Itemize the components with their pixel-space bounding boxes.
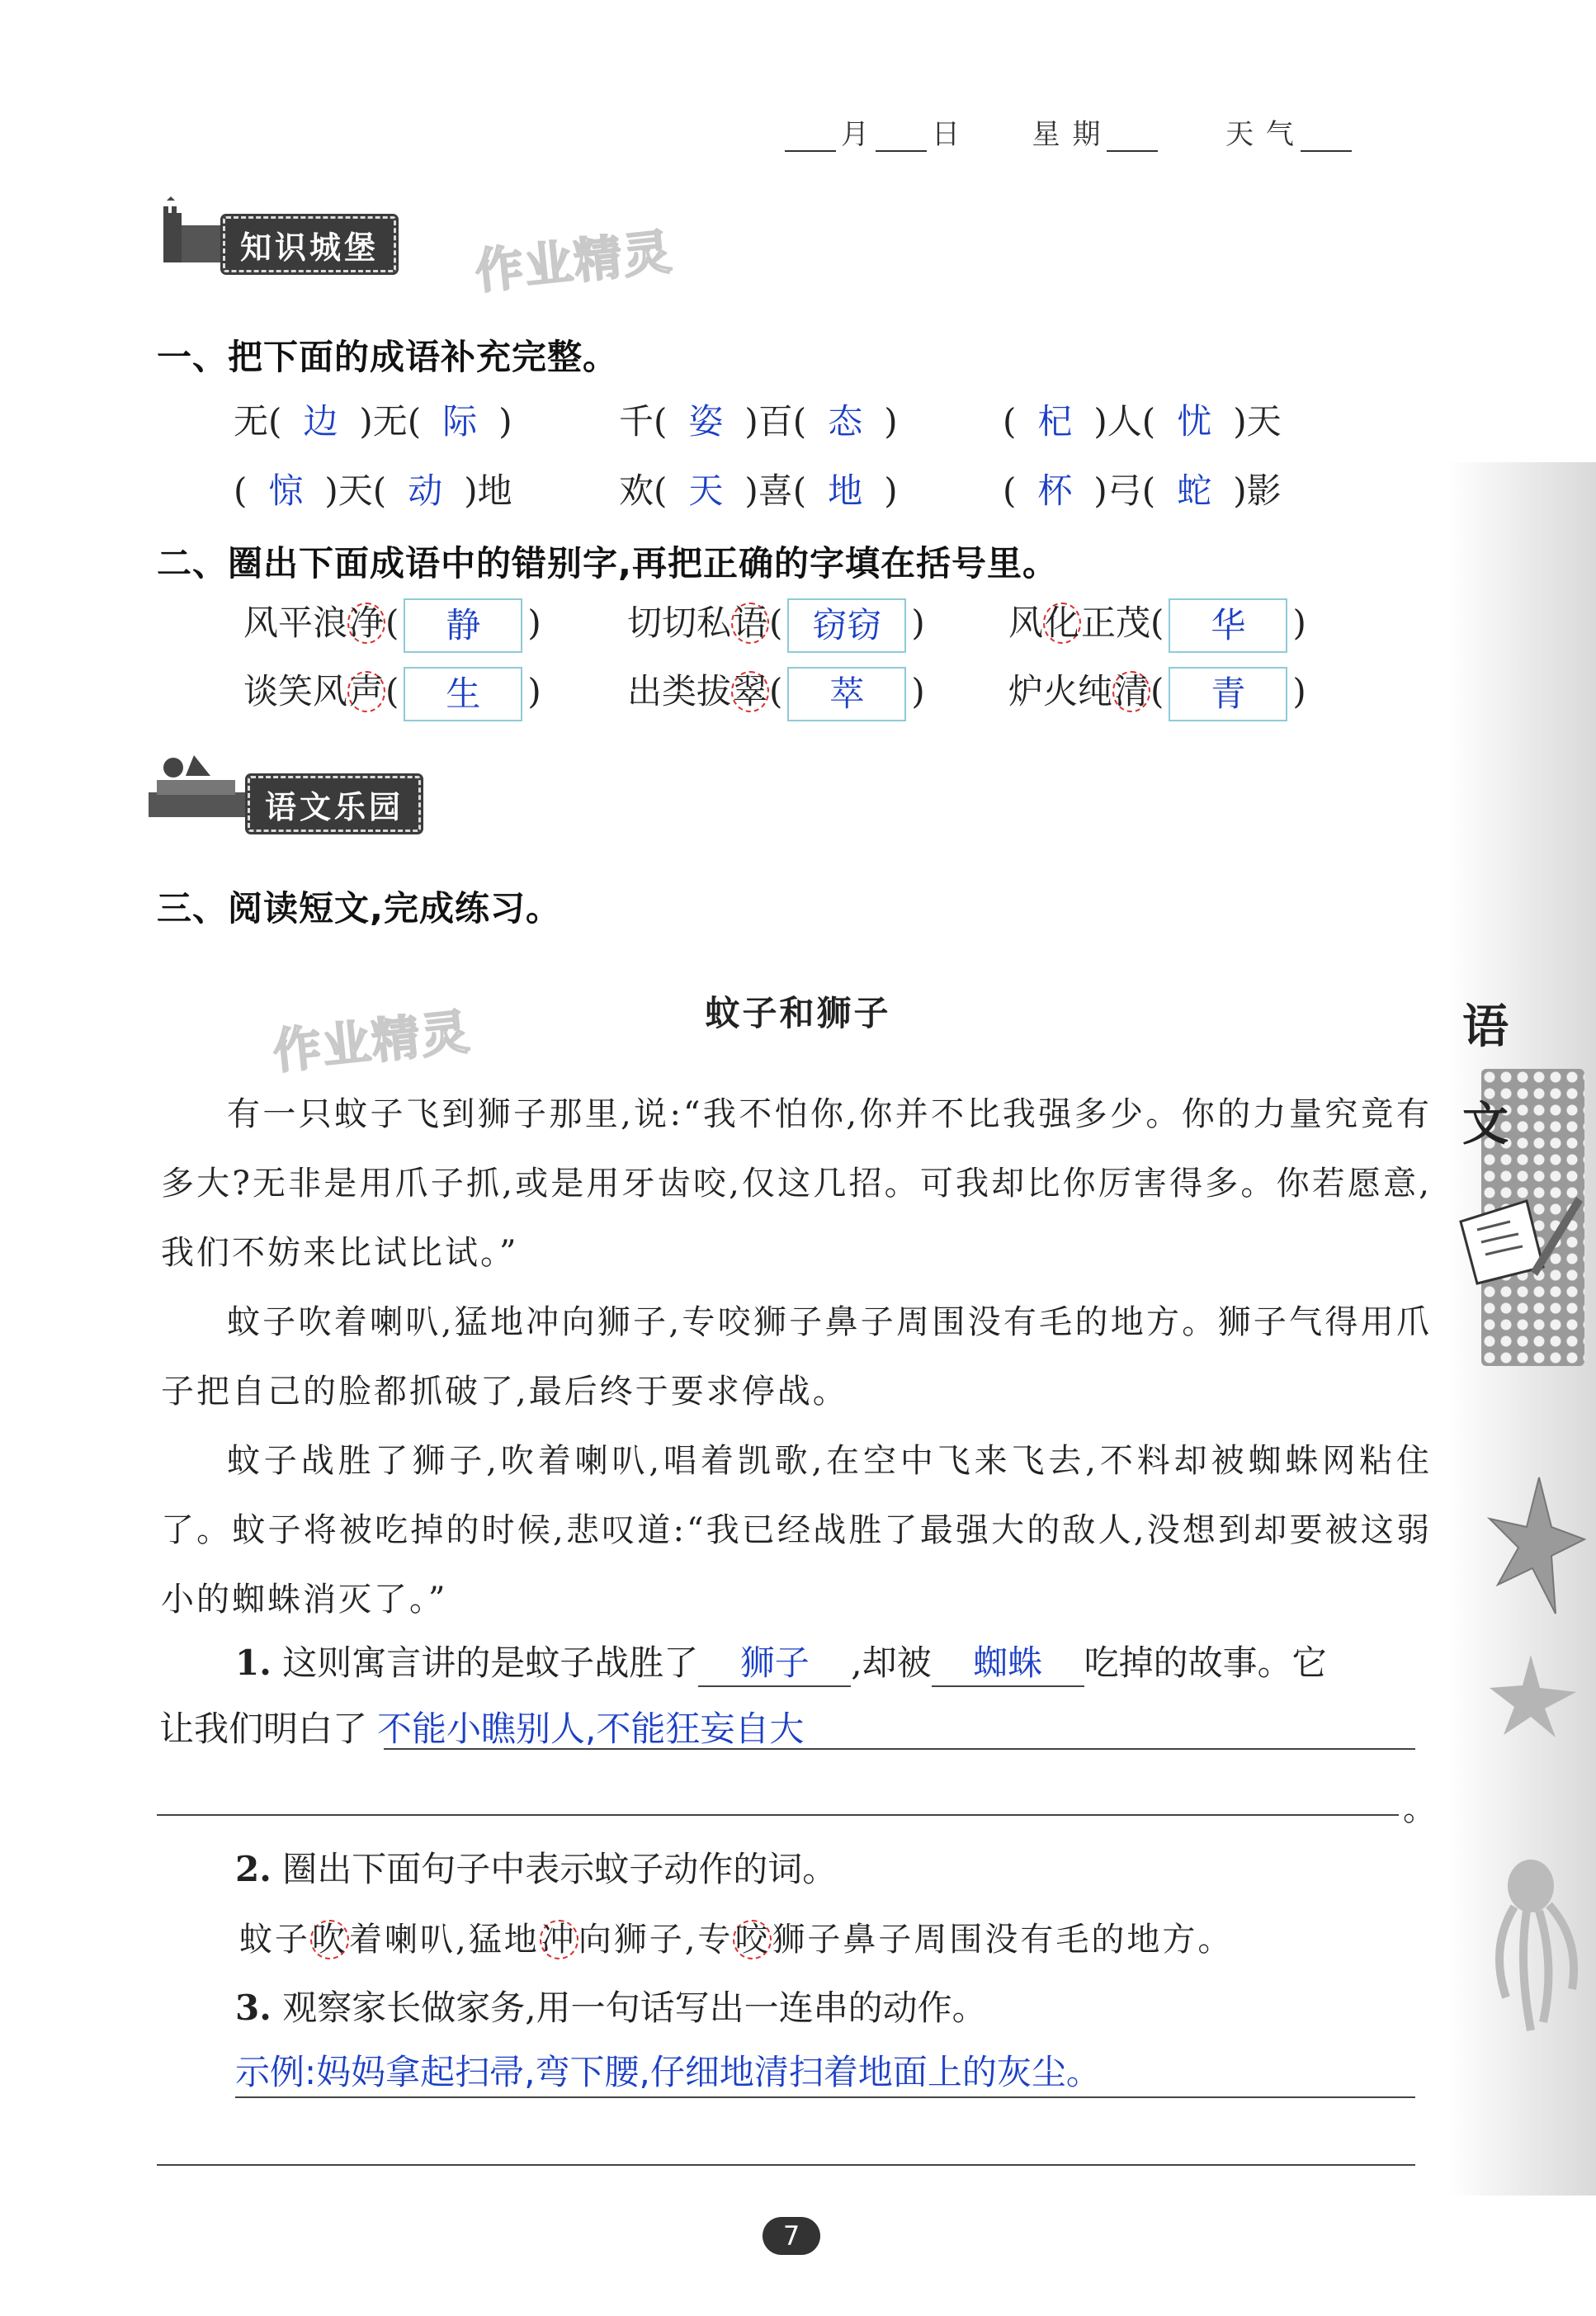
end-mark: 。 (1403, 1790, 1436, 1828)
question-3-title: 三、阅读短文,完成练习。 (157, 888, 561, 929)
section-banner-garden: 语文乐园 (248, 776, 421, 832)
date-weather-header (780, 111, 1357, 152)
watermark-2: 作业精灵 (270, 1003, 474, 1080)
story-paragraph: 有一只蚊子飞到狮子那里,说:“我不怕你,你并不比我强多少。你的力量究竟有多大?无非是用爪子抓,或是用牙齿咬,仅这几招。可我却比你厉害得多。你若愿意,我们不妨来比试比试。” (161, 1095, 1432, 1272)
weather-label: 天 气 (1225, 118, 1296, 151)
sub-question-3: 3. 观察家长做家务,用一句话写出一连串的动作。 (235, 1988, 987, 2028)
action-sentence: 蚊子吹着喇叭,猛地冲向狮子,专咬狮子鼻子周围没有毛的地方。 (239, 1921, 1234, 1959)
story-paragraph: 蚊子战胜了狮子,吹着喇叭,唱着凯歌,在空中飞来飞去,不料却被蜘蛛网粘住了。蚊子将被吃掉的时候,悲叹道:“我已经战胜了最强大的敌人,没想到却要被这弱小的蜘蛛消灭了。” (161, 1442, 1432, 1619)
day-label: 日 (932, 118, 961, 151)
sub-question-1: 1. 这则寓言讲的是蚊子战胜了 狮子 ,却被 蜘蛛 吃掉的故事。它 (235, 1636, 1327, 1687)
answer-line (157, 1814, 1399, 1816)
sub-question-1-cont: 让我们明白了 不能小瞧别人,不能狂妄自大 (159, 1709, 805, 1749)
books-icon (136, 747, 260, 830)
small-starfish-icon (1485, 1651, 1584, 1742)
page-number: 7 (763, 2217, 820, 2255)
question-1-title: 一、把下面的成语补充完整。 (157, 337, 619, 377)
story-text (161, 1080, 1432, 1634)
q1-idiom-6: ( 杯 )弓( 蛇 )影 (1003, 470, 1282, 511)
section-banner-knowledge: 知识城堡 (223, 216, 396, 272)
side-tab-char-2: 文 (1462, 1098, 1509, 1151)
watermark: 作业精灵 (472, 223, 676, 300)
q2-item-4: 谈笑风声( 生 ) (243, 664, 541, 721)
answer-line (384, 1748, 1415, 1750)
starfish-icon (1481, 1469, 1589, 1634)
q1-idiom-3: ( 杞 )人( 忧 )天 (1003, 401, 1282, 442)
q1-idiom-2: 千( 姿 )百( 态 ) (619, 401, 898, 442)
q1-idiom-5: 欢( 天 )喜( 地 ) (619, 470, 898, 511)
answer-line (235, 2096, 1415, 2098)
q2-item-2: 切切私语( 窃窃 ) (627, 596, 925, 653)
q2-item-1: 风平浪净( 静 ) (243, 596, 541, 653)
side-tab-char-1: 语 (1462, 1000, 1509, 1054)
story-title: 蚊子和狮子 (705, 993, 891, 1033)
story-paragraph: 蚊子吹着喇叭,猛地冲向狮子,专咬狮子鼻子周围没有毛的地方。狮子气得用爪子把自己的脸都抓破了,最后终于要求停战。 (161, 1303, 1432, 1411)
castle-icon (157, 196, 231, 267)
answer-line (157, 2164, 1415, 2166)
weekday-label: 星 期 (1032, 118, 1103, 151)
octopus-icon (1481, 1849, 1589, 2039)
q2-item-5: 出类拔翠( 萃 ) (627, 664, 925, 721)
q1-idiom-1: 无( 边 )无( 际 ) (234, 401, 512, 442)
sub-question-3-answer: 示例:妈妈拿起扫帚,弯下腰,仔细地清扫着地面上的灰尘。 (235, 2052, 1101, 2092)
paper-pencil-icon (1452, 1189, 1584, 1288)
question-2-title: 二、圈出下面成语中的错别字,再把正确的字填在括号里。 (157, 543, 1058, 584)
q1-idiom-4: ( 惊 )天( 动 )地 (234, 470, 512, 511)
q2-item-6: 炉火纯清( 青 ) (1008, 664, 1306, 721)
q2-item-3: 风化正茂( 华 ) (1008, 596, 1306, 653)
sub-question-2: 2. 圈出下面句子中表示蚊子动作的词。 (235, 1849, 838, 1889)
month-label: 月 (841, 118, 871, 151)
